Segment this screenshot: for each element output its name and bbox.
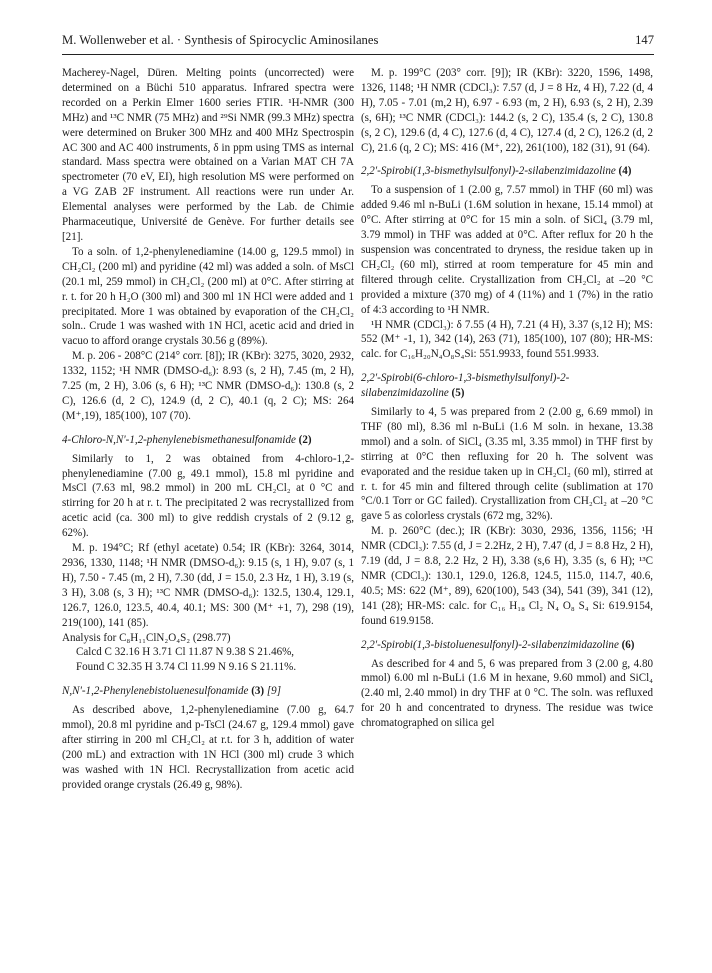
heading-compound-6 — [361, 638, 653, 653]
heading-compound-4 — [361, 164, 653, 179]
data-2-paragraph: M. p. 194°C; Rf (ethyl acetate) 0.54; IR (KBr): 3264, 3014, 2936, 1330, 1148; ¹H NMR (DMSO-d₆): 9.15 (s, 1 H), 9.07 (s, 1 H), 7.50 - 7.45 (m, 2 H), 7.30 (dd, J = 15.0, 2.3 Hz, 1 H), 3.19 (s, 3 H), 3.08 (s, 3 H); ¹³C NMR (DMSO-d₆): 132.5, 130.4, 129.1, 126.7, 126.0, 123.5, 40.4, 40.1; MS: 300 (M⁺ +1, 7), 298 (19), 219(100), 141 (85). — [62, 542, 354, 629]
heading-compound-3-title: N,N'-1,2-Phenylenebistoluenesulfonamide — [62, 685, 249, 698]
right-column — [361, 66, 653, 731]
synthesis-3-paragraph: As described above, 1,2-phenylenediamine (7.00 g, 64.7 mmol), 20.8 ml pyridine and p-TsCl (24.67 g, 129.4 mmol) gave after stirring in 200 ml CH₂Cl₂ at r.t. for 3 h, addition of water (200 mL) and extraction with 1N HCl (300 ml) crude 3 which was washed with 1N HCl. Recrystallization from acetic acid provided orange crystals (26.49 g, 98%). — [62, 704, 354, 791]
heading-compound-5-number: (5) — [451, 387, 465, 400]
heading-compound-3-ref: [9] — [266, 685, 281, 698]
header-rule — [62, 54, 654, 55]
left-column — [62, 66, 354, 793]
heading-compound-4-number: (4) — [618, 165, 632, 178]
synthesis-2-paragraph: Similarly to 1, 2 was obtained from 4-chloro-1,2-phenylenediamine (7.00 g, 49.1 mmol), 15.8 ml pyridine and MsCl (7.63 ml, 98.2 mmol) in 200 mL CH₂Cl₂ at 0 °C and stirring for 20 h at r. t. The precipitated 2 was recrystallized from acetic acid (ca. 300 ml) to give reddish crystals of 2 (9.12 g, 62%). — [62, 452, 354, 540]
synthesis-5-paragraph: Similarly to 4, 5 was prepared from 2 (2.00 g, 6.69 mmol) in THF (80 ml), 8.36 ml n-BuLi (1.6 M soln. in hexane, 13.38 mmol) and a soln. of SiCl₄ (3.35 ml, 3.35 mmol) in THF first by stirring at 0°C then refluxing for 20 h. The solvent was evaporated and the residue taken up in CH₂Cl₂ (60 ml), stirred at r. t. for 45 min and filtered through celite (sublimation at 170 °C/0.1 Torr or GC failed). Crystallization from CH₂Cl₂ at –20 °C gave 5 as colorless crystals (672 mg, 32%). — [361, 406, 653, 523]
heading-compound-4-title: 2,2'-Spirobi(1,3-bismethylsulfonyl)-2-silabenzimidazoline — [361, 165, 616, 178]
heading-compound-3 — [62, 684, 354, 699]
heading-compound-2-title: 4-Chloro-N,N'-1,2-phenylenebismethanesulfonamide — [62, 433, 296, 446]
data-4-paragraph: ¹H NMR (CDCl₃): δ 7.55 (4 H), 7.21 (4 H), 3.37 (s,12 H); MS: 552 (M⁺ -1, 1), 342 (14), 263 (71), 185(100), 107 (80); HR-MS: calc. for C₁₆H₂₀N₄O₈S₄Si: 551.9933, found 551.9933. — [361, 318, 653, 361]
heading-compound-3-number: (3) — [251, 685, 265, 698]
analysis-found: Found C 32.35 H 3.74 Cl 11.99 N 9.16 S 21.11%. — [76, 661, 297, 674]
data-3-paragraph: M. p. 199°C (203° corr. [9]); IR (KBr): 3220, 1596, 1498, 1326, 1148; ¹H NMR (CDCl₃): 7.57 (d, J = 8 Hz, 4 H), 7.22 (d, 4 H), 7.05 - 7.01 (m,2 H), 6.97 - 6.93 (m, 2 H), 6.93 (s, 2 H), 2.39 (s, 6H); ¹³C NMR (CDCl₃): 144.2 (s, 2 C), 135.4 (s, 2 C), 130.8 (s, 2 C), 129.6 (d, 4 C), 127.6 (d, 4 C), 127.4 (d, 2 C), 126.2 (d, 2 C), 21.6 (q, 2 C); MS: 416 (M⁺, 22), 261(100), 182 (31), 91 (64). — [361, 67, 653, 154]
heading-compound-6-title: 2,2'-Spirobi(1,3-bistoluenesulfonyl)-2-silabenzimidazoline — [361, 638, 619, 651]
heading-compound-2-number: (2) — [298, 433, 312, 446]
heading-compound-5 — [361, 371, 653, 401]
synthesis-1-paragraph: To a soln. of 1,2-phenylenediamine (14.00 g, 129.5 mmol) in CH₂Cl₂ (200 ml) and pyridine (42 ml) was added a soln. of MsCl (20.1 ml, 259 mmol) in CH₂Cl₂ (200 ml) at 0°C. After stirring at r. t. for 20 h H₂O (300 ml) and 300 ml 1N HCl were added and 1 precipitated. More 1 was obtained by evaporation of the CH₂Cl₂ soln.. Crude 1 was washed with 1N HCl, acetic acid and dried in vacuo to afford orange crystals 30.56 g (89%). — [62, 245, 354, 348]
elemental-analysis — [62, 631, 354, 676]
data-5-paragraph: M. p. 260°C (dec.); IR (KBr): 3030, 2936, 1356, 1156; ¹H NMR (CDCl₃): 7.55 (d, J = 2.2Hz, 2 H), 7.47 (d, J = 8.8 Hz, 2 H), 7.19 (dd, J = 8.8, 2.2 Hz, 2 H), 3.38 (s,6 H), 3.35 (s, 6 H); ¹³C NMR (CDCl₃): 130.1, 129.0, 126.8, 124.5, 115.0, 114.7, 40.6, 40.5; MS: 622 (M⁺, 89), 620(100), 543 (34), 541 (39), 341 (12), 141 (28); HR-MS: calc. for C₁₆ H₁₈ Cl₂ N₄ O₈ S₄ Si: 619.9154, found 619.9158. — [361, 525, 653, 627]
page-number: 147 — [635, 33, 654, 47]
analysis-title: Analysis for C₈H₁₁ClN₂O₄S₂ (298.77) — [62, 631, 231, 644]
heading-compound-6-number: (6) — [621, 638, 635, 651]
synthesis-6-paragraph: As described for 4 and 5, 6 was prepared from 3 (2.00 g, 4.80 mmol) 6.00 ml n-BuLi (1.6 M in hexane, 9.60 mmol) and SiCl₄ (2.40 ml, 2.40 mmol) in dry THF at 0 °C. The soln. was refluxed for 20 h and concentrated to dryness. The residue was twice chromatographed on silica gel — [361, 657, 653, 730]
running-header — [62, 33, 654, 53]
heading-compound-2 — [62, 433, 354, 448]
synthesis-4-paragraph: To a suspension of 1 (2.00 g, 7.57 mmol) in THF (60 ml) was added 9.46 ml n-BuLi (1.6M solution in hexane, 15.14 mmol) at 0°C. After stirring at 0°C for 15 min a soln. of SiCl₄ (3.79 ml, 3.79 mmol) in THF was added at 0°C. After reflux for 20 h the suspension was concentrated to dryness, the residue taken up in CH₂Cl₂ (60 ml), stirred at room temperature for 45 min and filtered through celite. Crystallization from CH₂Cl₂ at –20 °C provided a mixture (370 mg) of 4 (11%) and 1 (7%) in the ratio of 4:3 according to ¹H NMR. — [361, 184, 653, 316]
running-title: M. Wollenweber et al. · Synthesis of Spirocyclic Aminosilanes — [62, 33, 379, 47]
heading-compound-5-title: 2,2'-Spirobi(6-chloro-1,3-bismethylsulfonyl)-2-silabenzimidazoline — [361, 372, 570, 400]
data-1-paragraph: M. p. 206 - 208°C (214° corr. [8]); IR (KBr): 3275, 3020, 2932, 1332, 1152; ¹H NMR (DMSO-d₆): 8.93 (s, 2 H), 7.45 (m, 2 H), 7.25 (m, 2 H), 3.06 (s, 6 H); ¹³C NMR (DMSO-d₆): 130.8 (s, 2 C), 126.6 (d, 2 C), 124.9 (d, 2 C), 40.1 (q, 2 C); MS: 264 (M⁺,19), 185(100), 107 (70). — [62, 350, 354, 422]
methods-paragraph: Macherey-Nagel, Düren. Melting points (uncorrected) were determined on a Büchi 510 apparatus. Infrared spectra were recorded on a Perkin Elmer 1600 series FTIR. ¹H-NMR (300 MHz) and ¹³C NMR (75 MHz) and ²⁹Si NMR (99.3 MHz) spectra were determined on Bruker 300 MHz and 400 MHz Spectrospin AC 300 and AC 400 instruments, δ in ppm using TMS as internal standard. Mass spectra were obtained on a Varian MAT CH 7A spectrometer (70 eV, EI), high resolution MS were performed on a VG ZAB 2F instrument. All reactions were run under Ar. Elemental analyses were performed by the Lab. de Chimie Pharmaceutique, Université de Genève. For further details see [21]. — [62, 67, 354, 243]
analysis-calcd: Calcd C 32.16 H 3.71 Cl 11.87 N 9.38 S 21.46%, — [76, 646, 295, 659]
